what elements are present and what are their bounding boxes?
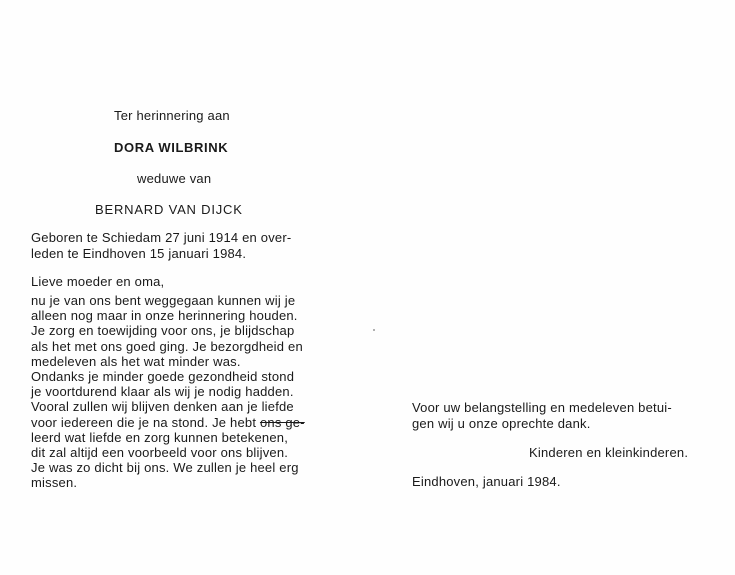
body-line: als het met ons goed ging. Je bezorgdheid en [31,338,303,354]
signature: Kinderen en kleinkinderen. [529,445,689,460]
body-line: nu je van ons bent weggegaan kunnen wij je [31,293,296,308]
body-line [31,415,305,430]
body-line: Ondanks je minder goede gezondheid stond [31,369,295,385]
body-line-part: voor iedereen die je na stond. Je hebt [31,414,257,430]
birth-line-1: Geboren te Schiedam 27 juni 1914 en over- [31,230,292,245]
body-line: alleen nog maar in onze herinnering houden. [31,308,298,324]
body-line: dit zal altijd een voorbeeld voor ons blijven. [31,445,289,461]
body-line-struck-part: ons ge- [259,414,305,430]
body-line: leerd wat liefde en zorg kunnen betekenen, [31,429,289,445]
birth-death-text [31,230,291,262]
thanks-text [412,400,672,432]
letter-body [31,293,305,491]
body-line: Je zorg en toewijding voor ons, je blijdschap [31,323,295,339]
paper-speck [373,329,375,331]
widow-of: weduwe van [137,171,212,186]
body-line: je voortdurend klaar als wij je nodig hadden. [31,384,294,400]
body-line: Je was zo dicht bij ons. We zullen je heel erg [31,460,299,476]
body-line: missen. [31,475,78,491]
thanks-line: gen wij u onze oprechte dank. [412,416,591,431]
body-line: medeleven als het wat minder was. [31,353,241,369]
body-line: Vooral zullen wij blijven denken aan je liefde [31,399,294,415]
thanks-line: Voor uw belangstelling en medeleven betui- [412,400,672,415]
in-memory-of: Ter herinnering aan [114,108,230,123]
deceased-name: DORA WILBRINK [114,140,229,155]
birth-line-2: leden te Eindhoven 15 januari 1984. [31,246,247,261]
greeting: Lieve moeder en oma, [31,274,165,289]
place-date: Eindhoven, januari 1984. [412,474,561,489]
spouse-name: BERNARD VAN DIJCK [95,202,243,217]
